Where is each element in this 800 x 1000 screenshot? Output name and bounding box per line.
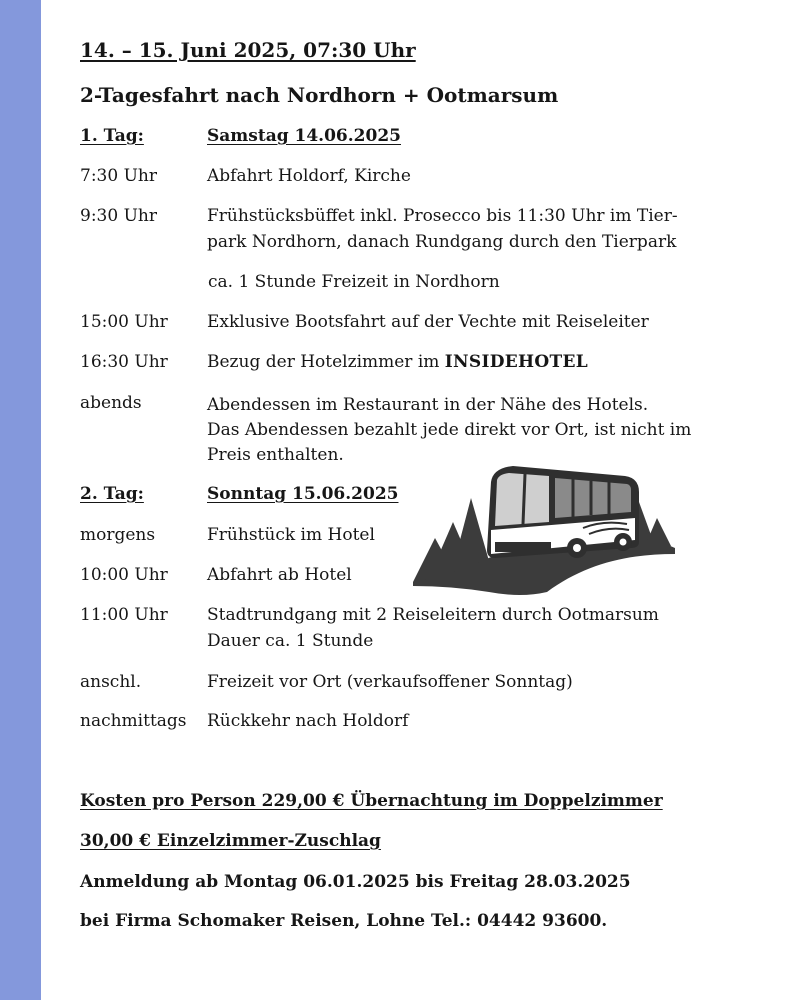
schedule-text-line: Das Abendessen bezahlt jede direkt vor Ort, ist nicht im bbox=[207, 420, 692, 440]
single-supplement-line: 30,00 € Einzelzimmer-Zuschlag bbox=[80, 831, 381, 851]
schedule-text bbox=[207, 393, 691, 468]
schedule-text-line: Stadtrundgang mit 2 Reiseleitern durch Ootmarsum bbox=[207, 605, 659, 625]
hotel-name: INSIDEHOTEL bbox=[444, 352, 588, 372]
registration-line: Anmeldung ab Montag 06.01.2025 bis Freitag 28.03.2025 bbox=[80, 872, 631, 892]
schedule-time: 10:00 Uhr bbox=[80, 565, 168, 585]
schedule-text: Exklusive Bootsfahrt auf der Vechte mit Reiseleiter bbox=[207, 312, 649, 332]
schedule-text-line: Abendessen im Restaurant in der Nähe des Hotels. bbox=[207, 395, 649, 415]
company-contact-line: bei Firma Schomaker Reisen, Lohne Tel.: 04442 93600. bbox=[80, 911, 608, 931]
day2-label: 2. Tag: bbox=[80, 484, 144, 504]
schedule-text: Frühstück im Hotel bbox=[207, 525, 375, 545]
schedule-time: morgens bbox=[80, 525, 156, 545]
schedule-time: 11:00 Uhr bbox=[80, 605, 168, 625]
schedule-time: abends bbox=[80, 393, 142, 413]
trip-title: 2-Tagesfahrt nach Nordhorn + Ootmarsum bbox=[80, 83, 559, 107]
bus-icon bbox=[413, 462, 675, 598]
schedule-text-line: Frühstücksbüffet inkl. Prosecco bis 11:30 Uhr im Tier- bbox=[207, 206, 678, 226]
schedule-text: Rückkehr nach Holdorf bbox=[207, 711, 409, 731]
schedule-time: anschl. bbox=[80, 672, 142, 692]
schedule-text-line: park Nordhorn, danach Rundgang durch den Tierpark bbox=[207, 232, 677, 252]
schedule-time: 9:30 Uhr bbox=[80, 206, 157, 226]
schedule-text: Abfahrt ab Hotel bbox=[207, 565, 352, 585]
schedule-time: 16:30 Uhr bbox=[80, 352, 168, 372]
schedule-text bbox=[207, 602, 659, 654]
schedule-time: 15:00 Uhr bbox=[80, 312, 168, 332]
day1-date: Samstag 14.06.2025 bbox=[207, 126, 401, 146]
schedule-text: ca. 1 Stunde Freizeit in Nordhorn bbox=[208, 272, 500, 292]
day1-label: 1. Tag: bbox=[80, 126, 144, 146]
schedule-time: 7:30 Uhr bbox=[80, 166, 157, 186]
schedule-text bbox=[207, 352, 588, 372]
day2-date: Sonntag 15.06.2025 bbox=[207, 484, 399, 504]
schedule-text: Freizeit vor Ort (verkaufsoffener Sonntag) bbox=[207, 672, 573, 692]
schedule-time: nachmittags bbox=[80, 711, 187, 731]
schedule-text bbox=[207, 203, 678, 255]
price-line: Kosten pro Person 229,00 € Übernachtung im Doppelzimmer bbox=[80, 791, 663, 811]
schedule-text-line: Preis enthalten. bbox=[207, 445, 344, 465]
trip-date: 14. – 15. Juni 2025, 07:30 Uhr bbox=[80, 38, 416, 62]
schedule-text-line: Dauer ca. 1 Stunde bbox=[207, 631, 374, 651]
schedule-text-prefix: Bezug der Hotelzimmer im bbox=[207, 352, 440, 372]
schedule-text: Abfahrt Holdorf, Kirche bbox=[207, 166, 411, 186]
